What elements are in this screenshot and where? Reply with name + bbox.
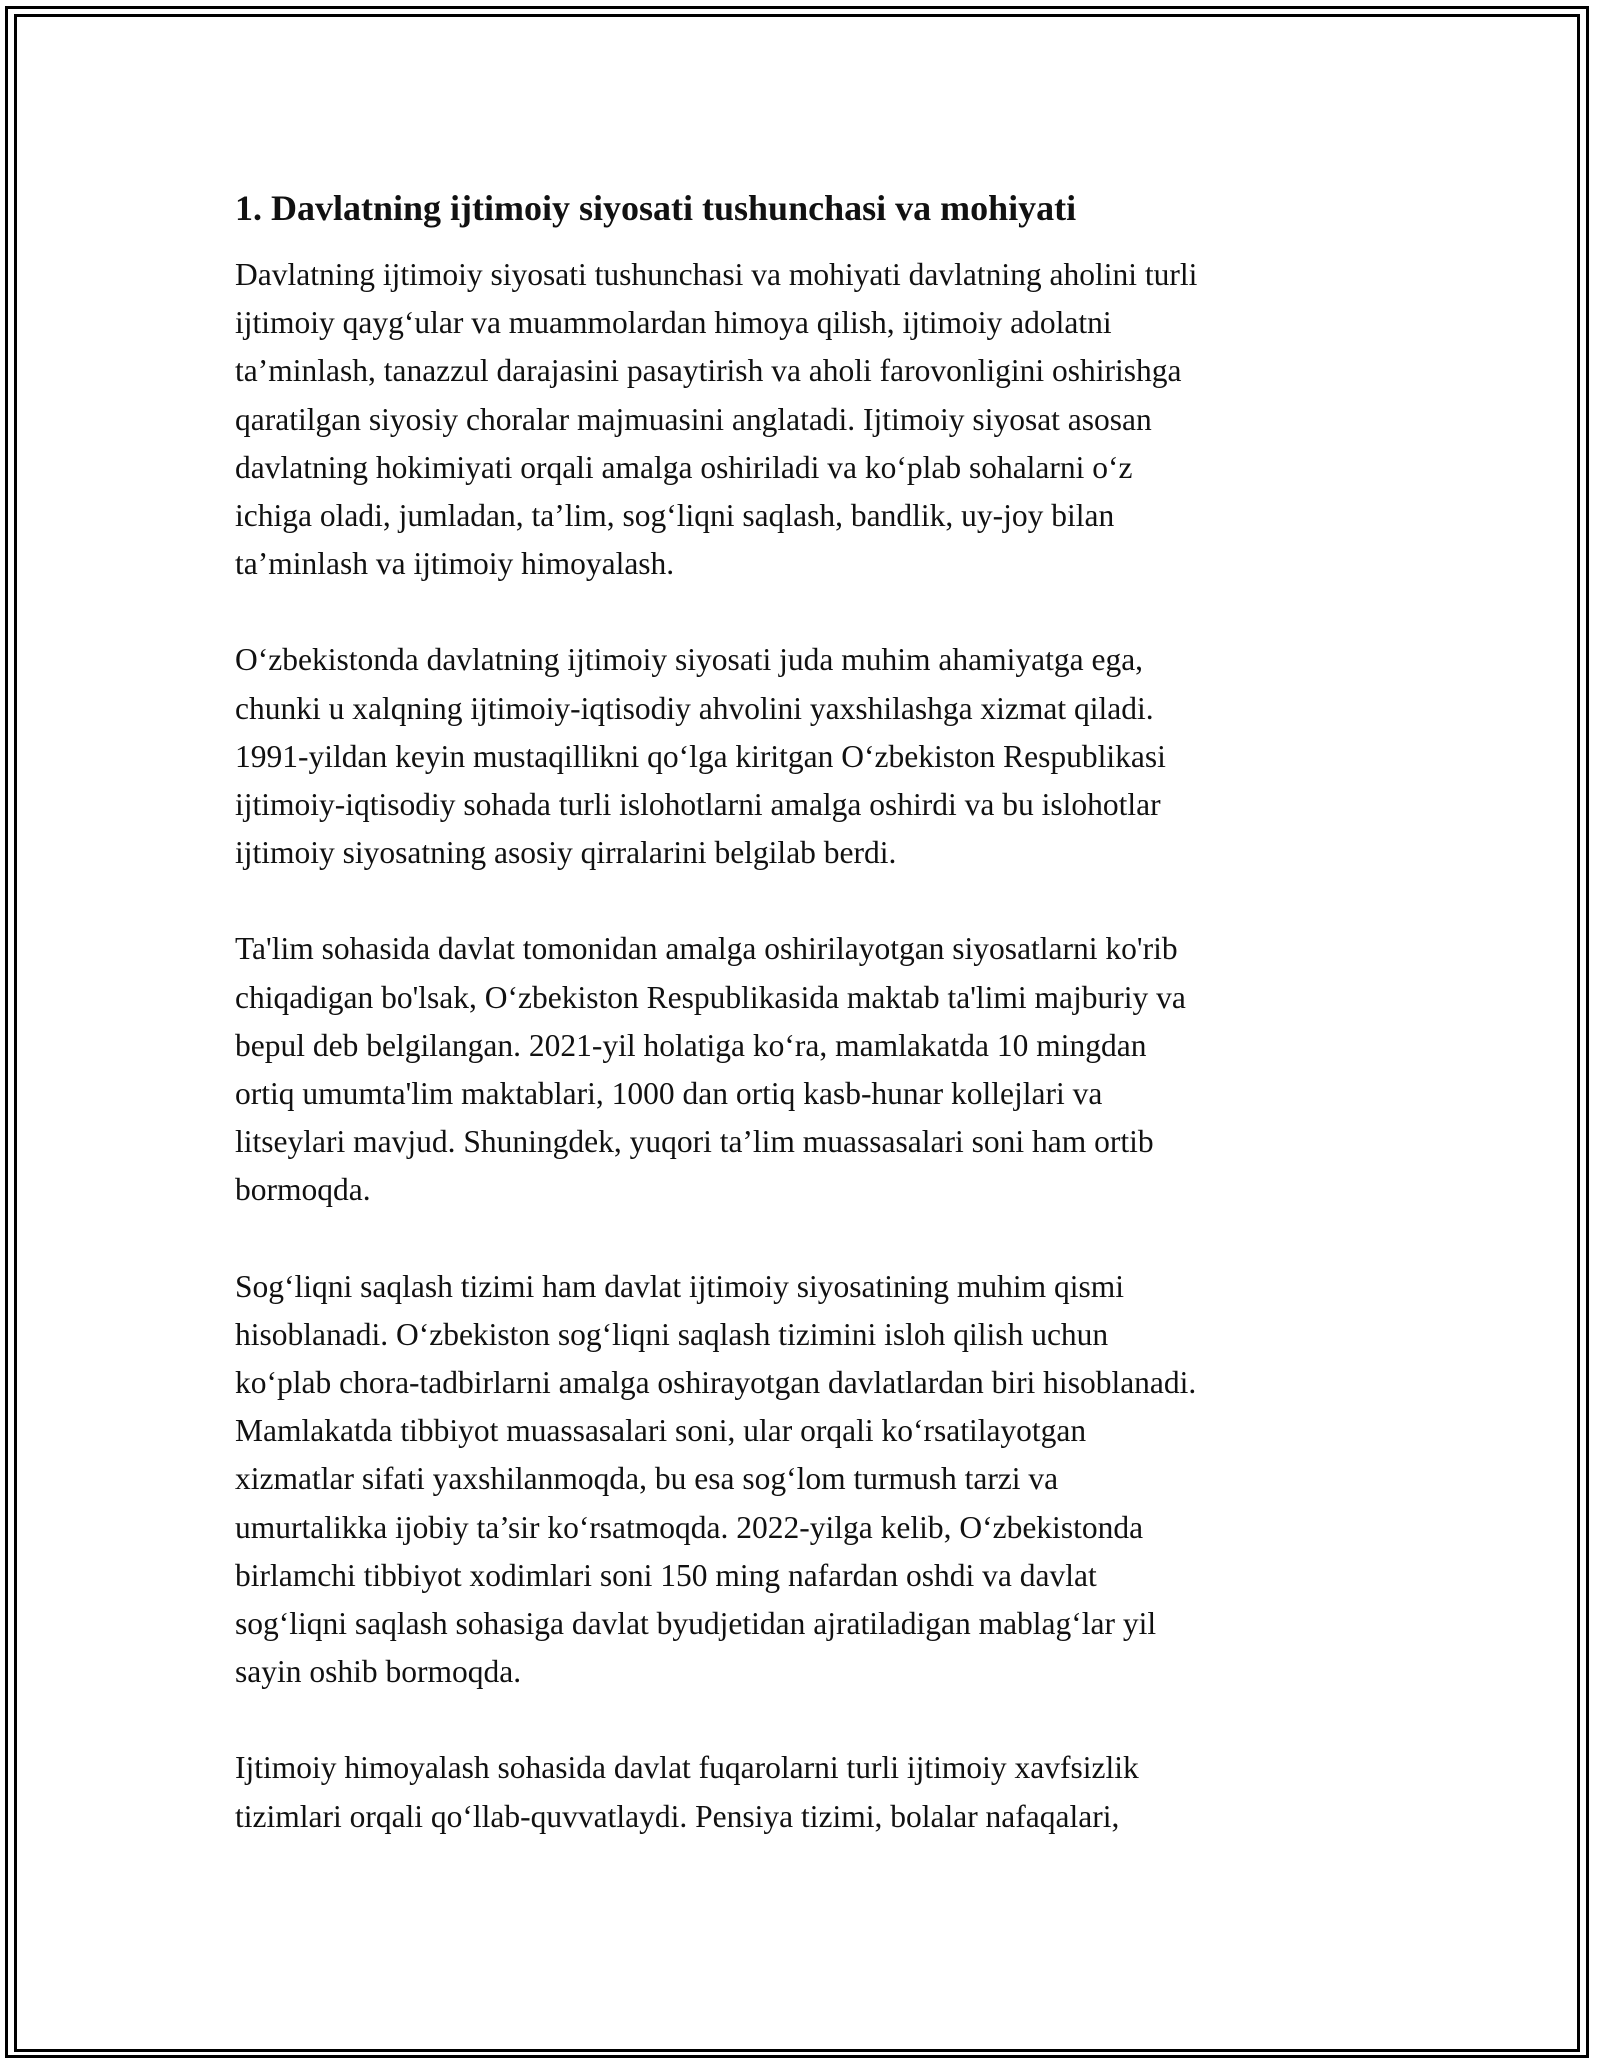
text-line: ortiq umumta'lim maktablari, 1000 dan ortiq kasb-hunar kollejlari va	[235, 1076, 1103, 1112]
text-line: Ta'lim sohasida davlat tomonidan amalga oshirilayotgan siyosatlarni ko'rib	[235, 931, 1178, 967]
text-line: sog‘liqni saqlash sohasiga davlat byudjetidan ajratiladigan mablag‘lar yil	[235, 1606, 1157, 1642]
text-line: ta’minlash va ijtimoiy himoyalash.	[235, 546, 675, 582]
text-line: 1991-yildan keyin mustaqillikni qo‘lga kiritgan O‘zbekiston Respublikasi	[235, 738, 1166, 774]
document-body	[235, 185, 1365, 1889]
text-line: chunki u xalqning ijtimoiy-iqtisodiy ahvolini yaxshilashga xizmat qiladi.	[235, 690, 1154, 726]
text-line: Davlatning ijtimoiy siyosati tushunchasi va mohiyati davlatning aholini turli	[235, 257, 1198, 292]
text-line: bormoqda.	[235, 1172, 371, 1208]
paragraph-healthcare	[235, 1263, 1365, 1697]
text-line: chiqadigan bo'lsak, O‘zbekiston Respublikasida maktab ta'limi majburiy va	[235, 979, 1186, 1015]
text-line: ichiga oladi, jumladan, ta’lim, sog‘liqni saqlash, bandlik, uy-joy bilan	[235, 498, 1115, 534]
text-line: ijtimoiy-iqtisodiy sohada turli islohotlarni amalga oshirdi va bu islohotlar	[235, 787, 1161, 823]
text-line: bepul deb belgilangan. 2021-yil holatiga ko‘ra, mamlakatda 10 mingdan	[235, 1027, 1147, 1063]
text-line: O‘zbekistonda davlatning ijtimoiy siyosati juda muhim ahamiyatga ega,	[235, 642, 1144, 678]
text-line: litseylari mavjud. Shuningdek, yuqori ta’lim muassasalari soni ham ortib	[235, 1124, 1154, 1160]
text-line: ko‘plab chora-tadbirlarni amalga oshirayotgan davlatlardan biri hisoblanadi.	[235, 1365, 1197, 1401]
text-line: ta’minlash, tanazzul darajasini pasaytirish va aholi farovonligini oshirishga	[235, 353, 1182, 389]
text-line: hisoblanadi. O‘zbekiston sog‘liqni saqlash tizimini isloh qilish uchun	[235, 1316, 1109, 1352]
text-line: tizimlari orqali qo‘llab-quvvatlaydi. Pensiya tizimi, bolalar nafaqalari,	[235, 1798, 1120, 1834]
text-line: ijtimoiy siyosatning asosiy qirralarini belgilab berdi.	[235, 835, 897, 871]
text-line: xizmatlar sifati yaxshilanmoqda, bu esa sog‘lom turmush tarzi va	[235, 1461, 1059, 1497]
paragraph-education	[235, 925, 1365, 1214]
paragraph-definition	[235, 251, 1365, 588]
text-line: Mamlakatda tibbiyot muassasalari soni, ular orqali ko‘rsatilayotgan	[235, 1413, 1087, 1449]
text-line: umurtalikka ijobiy ta’sir ko‘rsatmoqda. 2022-yilga kelib, O‘zbekistonda	[235, 1509, 1144, 1545]
text-line: Sog‘liqni saqlash tizimi ham davlat ijtimoiy siyosatining muhim qismi	[235, 1268, 1124, 1304]
text-line: ijtimoiy qayg‘ular va muammolardan himoya qilish, ijtimoiy adolatni	[235, 305, 1112, 341]
text-line: birlamchi tibbiyot xodimlari soni 150 ming nafardan oshdi va davlat	[235, 1557, 1097, 1593]
paragraph-uzbekistan-policy	[235, 636, 1365, 877]
text-line: qaratilgan siyosiy choralar majmuasini anglatadi. Ijtimoiy siyosat asosan	[235, 401, 1152, 437]
paragraph-social-protection	[235, 1744, 1365, 1840]
text-line: Ijtimoiy himoyalash sohasida davlat fuqarolarni turli ijtimoiy xavfsizlik	[235, 1750, 1139, 1786]
section-heading: 1. Davlatning ijtimoiy siyosati tushunchasi va mohiyati	[235, 188, 1077, 228]
text-line: davlatning hokimiyati orqali amalga oshiriladi va ko‘plab sohalarni o‘z	[235, 449, 1133, 485]
text-line: sayin oshib bormoqda.	[235, 1654, 522, 1690]
